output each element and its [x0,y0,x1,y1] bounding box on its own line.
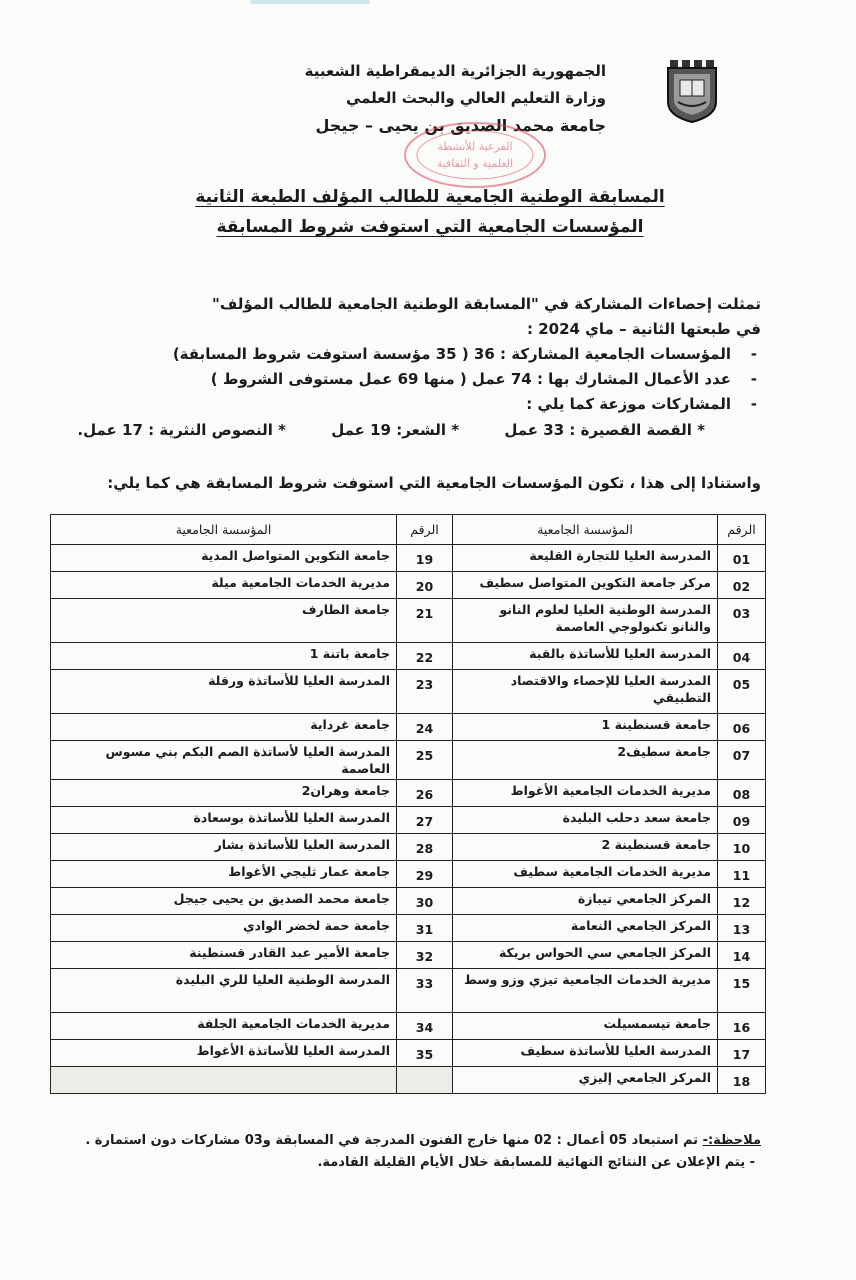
institution-name: المدرسة الوطنية العليا لعلوم النانو والنانو تكنولوجي العاصمة [453,599,718,643]
header-num: الرقم [397,515,453,545]
institution-name: جامعة حمة لخضر الوادي [51,915,397,942]
participation-stats [71,292,761,444]
institution-number: 01 [718,545,766,572]
stamp-text-2: العلمية و الثقافية [436,157,514,170]
institution-name: جامعة محمد الصديق بن يحيى جيجل [51,888,397,915]
note-line-2: - يتم الإعلان عن النتائج النهائية للمسابقة خلال الأيام القليلة القادمة. [317,1155,755,1170]
institution-number: 08 [718,780,766,807]
institutions-table [50,514,766,1094]
institution-name: المدرسة العليا للأساتذة ورقلة [51,670,397,714]
ministry-name: وزارة التعليم العالي والبحث العلمي [345,89,606,107]
institution-name: جامعة سطيف2 [453,741,718,780]
institution-number: 19 [397,545,453,572]
stats-item: - المشاركات موزعة كما يلي : [71,392,731,417]
university-name: جامعة محمد الصديق بن يحيى – جيجل [315,116,606,135]
institution-number: 13 [718,915,766,942]
institution-name: جامعة غرداية [51,714,397,741]
institution-number: 34 [397,1013,453,1040]
institution-number: 27 [397,807,453,834]
institution-name: المركز الجامعي سي الحواس بريكة [453,942,718,969]
table-row [51,572,766,599]
category-prose: * النصوص النثرية : 17 عمل. [77,421,286,439]
institution-name: جامعة سعد دحلب البليدة [453,807,718,834]
institution-number: 14 [718,942,766,969]
table-row [51,888,766,915]
institution-name: مديرية الخدمات الجامعية ميلة [51,572,397,599]
institution-name: جامعة باتنة 1 [51,643,397,670]
header-institution: المؤسسة الجامعية [453,515,718,545]
category-breakdown [71,417,761,444]
institution-name: المدرسة العليا للإحصاء والاقتصاد التطبيقي [453,670,718,714]
institution-name: مديرية الخدمات الجامعية الجلفة [51,1013,397,1040]
table-row [51,670,766,714]
institution-name: جامعة الطارف [51,599,397,643]
institution-number: 09 [718,807,766,834]
institution-number: 30 [397,888,453,915]
document-title [150,182,710,242]
title-line-2: المؤسسات الجامعية التي استوفت شروط المسابقة [216,217,644,237]
category-short-story: * القصة القصيرة : 33 عمل [504,421,705,439]
institution-name: المدرسة الوطنية العليا للري البليدة [51,969,397,1013]
table-row [51,807,766,834]
institution-name: جامعة تيسمسيلت [453,1013,718,1040]
republic-name: الجمهورية الجزائرية الديمقراطية الشعبية [304,62,606,80]
institution-number: 06 [718,714,766,741]
table-header-row [51,515,766,545]
institution-number: 03 [718,599,766,643]
institution-number: 24 [397,714,453,741]
institution-name: مركز جامعة التكوين المتواصل سطيف [453,572,718,599]
top-edge-strip [250,0,370,4]
institution-number: 18 [718,1067,766,1094]
institution-number: 31 [397,915,453,942]
institution-number: 21 [397,599,453,643]
institution-name: المدرسة العليا للأساتذة بالقبة [453,643,718,670]
table-lead-text: واستنادا إلى هذا ، تكون المؤسسات الجامعية التي استوفت شروط المسابقة هي كما يلي: [107,474,761,492]
table-row [51,741,766,780]
institution-name: جامعة وهران2 [51,780,397,807]
institution-number: 25 [397,741,453,780]
title-line-1: المسابقة الوطنية الجامعية للطالب المؤلف الطبعة الثانية [195,187,665,207]
institution-name: المدرسة العليا للأساتذة بوسعادة [51,807,397,834]
table-row [51,969,766,1013]
stats-list [71,342,761,417]
institution-name: جامعة التكوين المتواصل المدية [51,545,397,572]
header-num: الرقم [718,515,766,545]
institution-number: 16 [718,1013,766,1040]
institution-name: جامعة قسنطينة 2 [453,834,718,861]
institution-number: 12 [718,888,766,915]
institution-name: جامعة عمار ثليجي الأغواط [51,861,397,888]
institution-name: مديرية الخدمات الجامعية الأغواط [453,780,718,807]
institution-name: المدرسة العليا للأساتذة بشار [51,834,397,861]
table-row [51,1067,766,1094]
note-line-1 [85,1130,761,1152]
table-row [51,643,766,670]
note-text-1: تم استبعاد 05 أعمال : 02 منها خارج الفنون المدرجة في المسابقة و03 مشاركات دون استمارة . [85,1133,699,1148]
institution-name: مديرية الخدمات الجامعية تيزي وزو وسط [453,969,718,1013]
table-row [51,942,766,969]
table-row [51,545,766,572]
institution-number: 33 [397,969,453,1013]
table-row [51,599,766,643]
institution-number: 35 [397,1040,453,1067]
institution-number: 26 [397,780,453,807]
institution-number: 04 [718,643,766,670]
header-institution: المؤسسة الجامعية [51,515,397,545]
institution-number: 22 [397,643,453,670]
table-row [51,1013,766,1040]
table-body [51,545,766,1094]
institution-name: المركز الجامعي تيبازة [453,888,718,915]
table-row [51,861,766,888]
official-stamp [400,120,550,190]
institution-number [397,1067,453,1094]
institution-number: 32 [397,942,453,969]
institution-name: المركز الجامعي النعامة [453,915,718,942]
institution-name: جامعة الأمير عبد القادر قسنطينة [51,942,397,969]
table-row [51,714,766,741]
institution-name: المدرسة العليا لأساتذة الصم البكم بني مسوس العاصمة [51,741,397,780]
stats-item: - عدد الأعمال المشارك بها : 74 عمل ( منها 69 عمل مستوفى الشروط ) [71,367,731,392]
table-row [51,780,766,807]
stats-item: - المؤسسات الجامعية المشاركة : 36 ( 35 مؤسسة استوفت شروط المسابقة) [71,342,731,367]
category-poetry: * الشعر: 19 عمل [331,421,460,439]
table-row [51,1040,766,1067]
institution-name: مديرية الخدمات الجامعية سطيف [453,861,718,888]
table-row [51,834,766,861]
institution-number: 11 [718,861,766,888]
stats-intro-line-2: في طبعتها الثانية – ماي 2024 : [526,320,761,338]
institution-name: المدرسة العليا للأساتذة سطيف [453,1040,718,1067]
institution-number: 28 [397,834,453,861]
institution-number: 02 [718,572,766,599]
institution-number: 23 [397,670,453,714]
institution-name: المدرسة العليا للأساتذة الأغواط [51,1040,397,1067]
notes-label: ملاحظة:- [702,1133,761,1148]
institution-number: 10 [718,834,766,861]
institution-number: 15 [718,969,766,1013]
institution-number: 07 [718,741,766,780]
table-row [51,915,766,942]
institution-name: المدرسة العليا للتجارة القليعة [453,545,718,572]
institution-name: المركز الجامعي إليزي [453,1067,718,1094]
notes-section [85,1130,761,1174]
institution-number: 05 [718,670,766,714]
stamp-text-1: الفرعية للأنشطة [437,140,513,153]
institution-name [51,1067,397,1094]
stats-intro-line-1: تمثلت إحصاءات المشاركة في "المسابقة الوطنية الجامعية للطالب المؤلف" [212,295,761,313]
university-emblem-icon [662,58,722,124]
institution-number: 29 [397,861,453,888]
institution-number: 20 [397,572,453,599]
institution-name: جامعة قسنطينة 1 [453,714,718,741]
institution-number: 17 [718,1040,766,1067]
